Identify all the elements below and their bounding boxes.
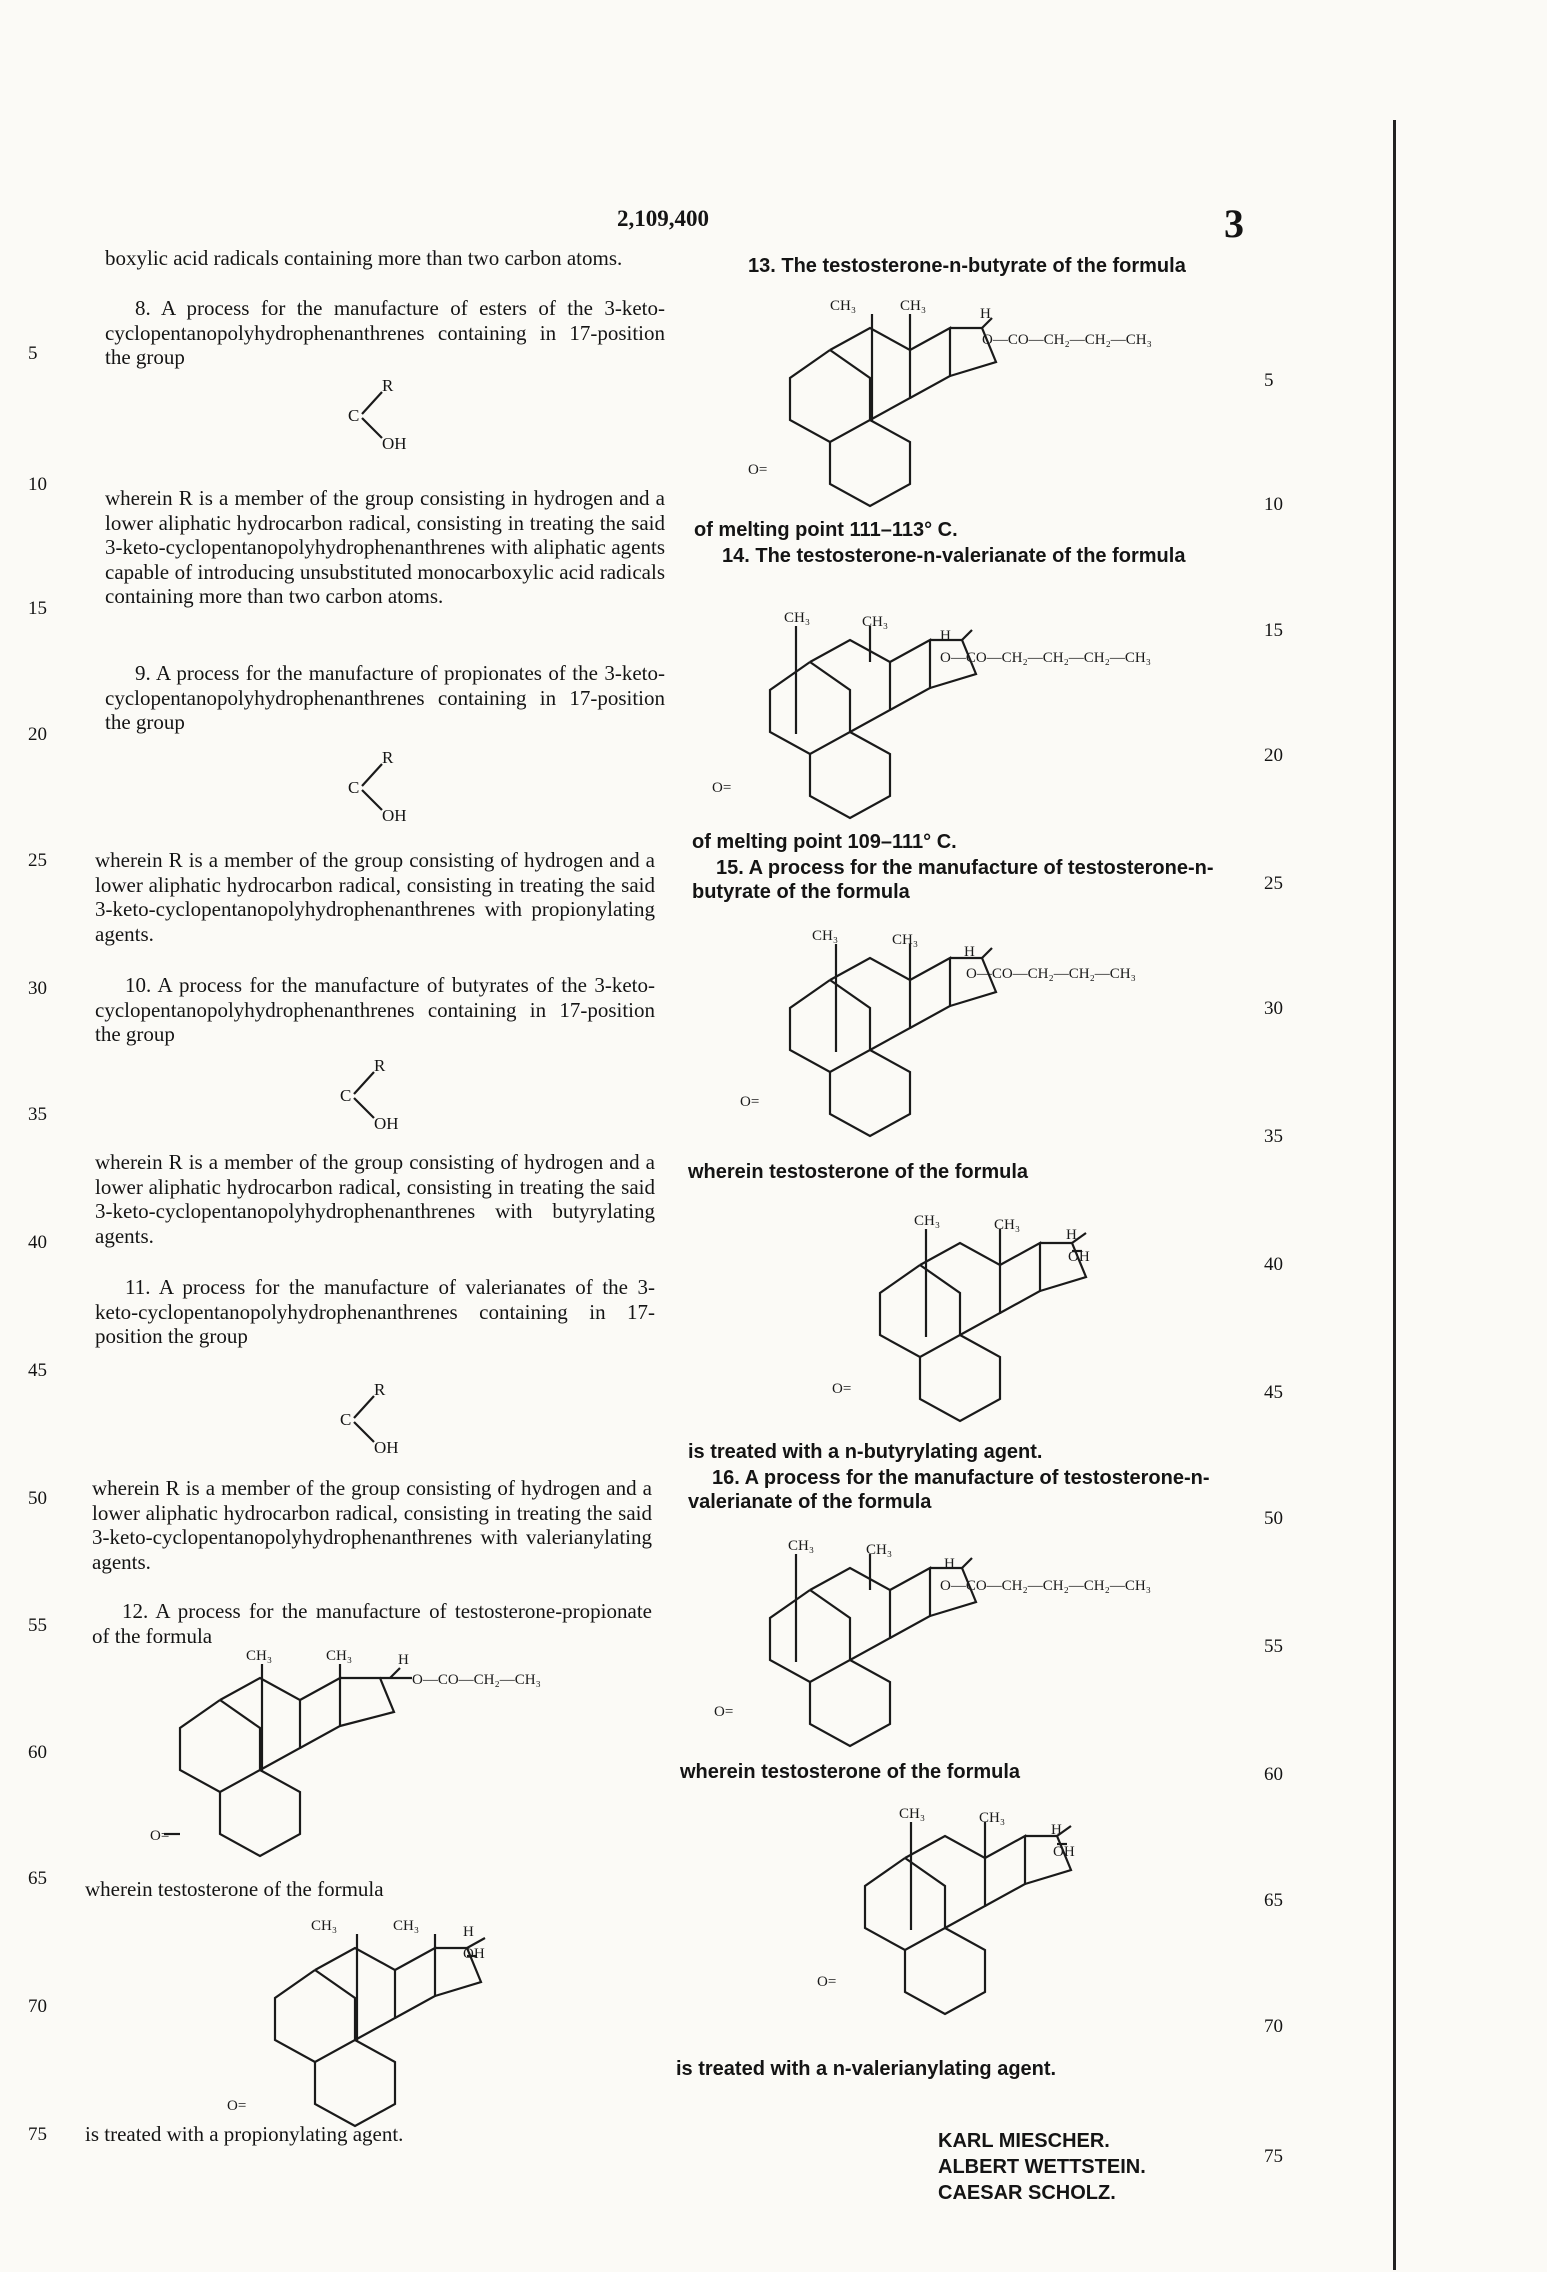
formula-testosterone <box>227 1918 505 2120</box>
claim-13: 13. The testosterone-n-butyrate of the formula <box>748 255 1186 277</box>
ch3-label: CH₃ <box>899 1806 926 1822</box>
group-formula-9 <box>348 748 428 825</box>
ch3-label: CH₃ <box>979 1810 1006 1826</box>
line-number: 70 <box>1264 2016 1283 2037</box>
h-label: H <box>1051 1822 1062 1838</box>
line-number: 65 <box>1264 1890 1283 1911</box>
line-number: 50 <box>28 1488 47 1509</box>
patent-number: 2,109,400 <box>617 206 709 231</box>
group-r: R <box>374 1380 386 1399</box>
line-number: 65 <box>28 1868 47 1889</box>
page-number: 3 <box>1224 201 1244 246</box>
line-number: 15 <box>1264 620 1283 641</box>
claim-16-intermediate: wherein testosterone of the formula <box>680 1761 1021 1783</box>
formula-testosterone-propionate <box>150 1648 570 1875</box>
group-r: R <box>382 748 394 767</box>
line-number: 25 <box>28 850 47 871</box>
line-number: 55 <box>28 1615 47 1636</box>
line-number: 50 <box>1264 1508 1283 1529</box>
claim-12-intermediate: wherein testosterone of the formula <box>85 1877 384 1901</box>
claim-9-body: wherein R is a member of the group consisting of hydrogen and a lower aliphatic hydrocarbon radical, consisting in treating the said 3-keto-cyclopentanopolyhydrophenanthrenes with propionylating agents. <box>95 848 655 946</box>
claim-8-body: wherein R is a member of the group consisting in hydrogen and a lower aliphatic hydrocarbon radical, consisting in treating the said 3-keto-cyclopentanopolyhydrophenanthrenes with aliphatic agents capable of introducing unsubstituted monocarboxylic acid radicals containing more than two carbon atoms. <box>105 486 665 608</box>
claim-14: 14. The testosterone-n-valerianate of the formula <box>722 545 1186 567</box>
line-number: 40 <box>1264 1254 1283 1275</box>
claim-10-body: wherein R is a member of the group consisting of hydrogen and a lower aliphatic hydrocarbon radical, consisting in treating the said 3-keto-cyclopentanopolyhydrophenanthrenes with butyrylating agents. <box>95 1150 655 1248</box>
formula-testosterone-15 <box>832 1213 1150 1415</box>
ch3-label: CH₃ <box>812 928 839 944</box>
ester-label: O—CO—CH₂—CH₃ <box>412 1672 541 1688</box>
line-number: 45 <box>1264 1382 1283 1403</box>
keto-label: O= <box>832 1381 852 1397</box>
line-number: 5 <box>1264 370 1274 391</box>
line-number: 15 <box>28 598 47 619</box>
keto-label: O= <box>227 2098 247 2114</box>
group-oh: OH <box>374 1438 399 1457</box>
h-label: H <box>944 1556 955 1572</box>
formula-testosterone-n-valerianate-16 <box>714 1538 1240 1740</box>
group-r: R <box>374 1056 386 1075</box>
line-number: 5 <box>28 343 38 364</box>
ch3-label: CH₃ <box>393 1918 420 1934</box>
claim-16: 16. A process for the manufacture of testosterone-n-valerianate of the formula <box>688 1467 1210 1513</box>
group-formula-10 <box>340 1056 420 1133</box>
group-c: C <box>348 778 360 797</box>
claim-16-end: is treated with a n-valerianylating agent. <box>676 2058 1057 2080</box>
formula-testosterone-16 <box>817 1806 1135 2008</box>
line-number: 20 <box>28 724 47 745</box>
inventor-name: KARL MIESCHER. <box>938 2130 1110 2152</box>
keto-label: O= <box>740 1094 760 1110</box>
ester-label: O—CO—CH₂—CH₂—CH₂—CH₃ <box>940 650 1151 666</box>
line-number: 35 <box>28 1104 47 1125</box>
line-number: 35 <box>1264 1126 1283 1147</box>
claim-13-mp: of melting point 111–113° C. <box>694 519 958 541</box>
ch3-label: CH₃ <box>866 1542 893 1558</box>
claim-11: 11. A process for the manufacture of valerianates of the 3-keto-cyclopentanopolyhydrophenanthrenes containing in 17-position the group <box>95 1275 655 1348</box>
formula-testosterone-n-butyrate-15 <box>740 928 1240 1130</box>
ch3-label: CH₃ <box>892 932 919 948</box>
ester-label: O—CO—CH₂—CH₂—CH₂—CH₃ <box>940 1578 1151 1594</box>
line-number: 60 <box>28 1742 47 1763</box>
ch3-label: CH₃ <box>994 1217 1021 1233</box>
h-label: H <box>398 1652 409 1668</box>
keto-label: O= <box>817 1974 837 1990</box>
line-number: 20 <box>1264 745 1283 766</box>
group-oh: OH <box>374 1114 399 1133</box>
keto-label: O= <box>714 1704 734 1720</box>
ch3-label: CH₃ <box>914 1213 941 1229</box>
group-c: C <box>340 1410 352 1429</box>
line-number: 30 <box>28 978 47 999</box>
line-number: 10 <box>28 474 47 495</box>
line-number: 75 <box>1264 2146 1283 2167</box>
ch3-label: CH₃ <box>862 614 889 630</box>
line-number: 75 <box>28 2124 47 2145</box>
group-oh: OH <box>382 434 407 453</box>
h-label: H <box>463 1924 474 1940</box>
oh-label: OH <box>463 1946 485 1962</box>
keto-label: O= <box>748 462 768 478</box>
claim-14-mp: of melting point 109–111° C. <box>692 831 957 853</box>
ch3-label: CH₃ <box>246 1648 273 1664</box>
claim-10: 10. A process for the manufacture of butyrates of the 3-keto-cyclopentanopolyhydrophenanthrenes containing in 17-position the group <box>95 973 655 1046</box>
group-formula-8 <box>348 376 428 453</box>
group-r: R <box>382 376 394 395</box>
ch3-label: CH₃ <box>326 1648 353 1664</box>
h-label: H <box>940 628 951 644</box>
oh-label: OH <box>1068 1249 1090 1265</box>
formula-testosterone-n-butyrate-13 <box>748 298 1240 500</box>
group-c: C <box>348 406 360 425</box>
claim-12-end: is treated with a propionylating agent. <box>85 2122 404 2146</box>
h-label: H <box>964 944 975 960</box>
claim-8: 8. A process for the manufacture of esters of the 3-keto-cyclopentanopolyhydrophenanthrenes containing in 17-position the group <box>105 296 665 369</box>
h-label: H <box>980 306 991 322</box>
group-formula-11 <box>340 1380 420 1457</box>
line-number: 40 <box>28 1232 47 1253</box>
ch3-label: CH₃ <box>900 298 927 314</box>
ester-label: O—CO—CH₂—CH₂—CH₃ <box>982 332 1152 348</box>
scan-edge-rule <box>1393 120 1396 2270</box>
claim-12: 12. A process for the manufacture of testosterone-propionate of the formula <box>92 1599 652 1648</box>
claim-15-end: is treated with a n-butyrylating agent. <box>688 1441 1043 1463</box>
line-number: 55 <box>1264 1636 1283 1657</box>
ch3-label: CH₃ <box>784 610 811 626</box>
formula-testosterone-n-valerianate-14 <box>712 610 1240 812</box>
h-label: H <box>1066 1227 1077 1243</box>
ch3-label: CH₃ <box>788 1538 815 1554</box>
line-number: 70 <box>28 1996 47 2017</box>
ester-label: O—CO—CH₂—CH₂—CH₃ <box>966 966 1136 982</box>
line-number: 30 <box>1264 998 1283 1019</box>
claim-15-intermediate: wherein testosterone of the formula <box>688 1161 1029 1183</box>
ch3-label: CH₃ <box>311 1918 338 1934</box>
inventor-signatures <box>938 2128 1146 2206</box>
line-number: 60 <box>1264 1764 1283 1785</box>
claim-7-continuation: boxylic acid radicals containing more than two carbon atoms. <box>105 246 623 270</box>
line-number: 45 <box>28 1360 47 1381</box>
line-number: 25 <box>1264 873 1283 894</box>
claim-9: 9. A process for the manufacture of propionates of the 3-keto-cyclopentanopolyhydrophenanthrenes containing in 17-position the group <box>105 661 665 734</box>
line-number: 10 <box>1264 494 1283 515</box>
oh-label: OH <box>1053 1844 1075 1860</box>
group-oh: OH <box>382 806 407 825</box>
claim-11-body: wherein R is a member of the group consisting of hydrogen and a lower aliphatic hydrocarbon radical, consisting in treating the said 3-keto-cyclopentanopolyhydrophenanthrenes with valerianylating agents. <box>92 1476 652 1574</box>
ch3-label: CH₃ <box>830 298 857 314</box>
inventor-name: CAESAR SCHOLZ. <box>938 2182 1116 2204</box>
keto-label: O= <box>712 780 732 796</box>
inventor-name: ALBERT WETTSTEIN. <box>938 2156 1146 2178</box>
claim-15: 15. A process for the manufacture of testosterone-n-butyrate of the formula <box>692 857 1214 903</box>
group-c: C <box>340 1086 352 1105</box>
keto-label: O= <box>150 1828 170 1844</box>
